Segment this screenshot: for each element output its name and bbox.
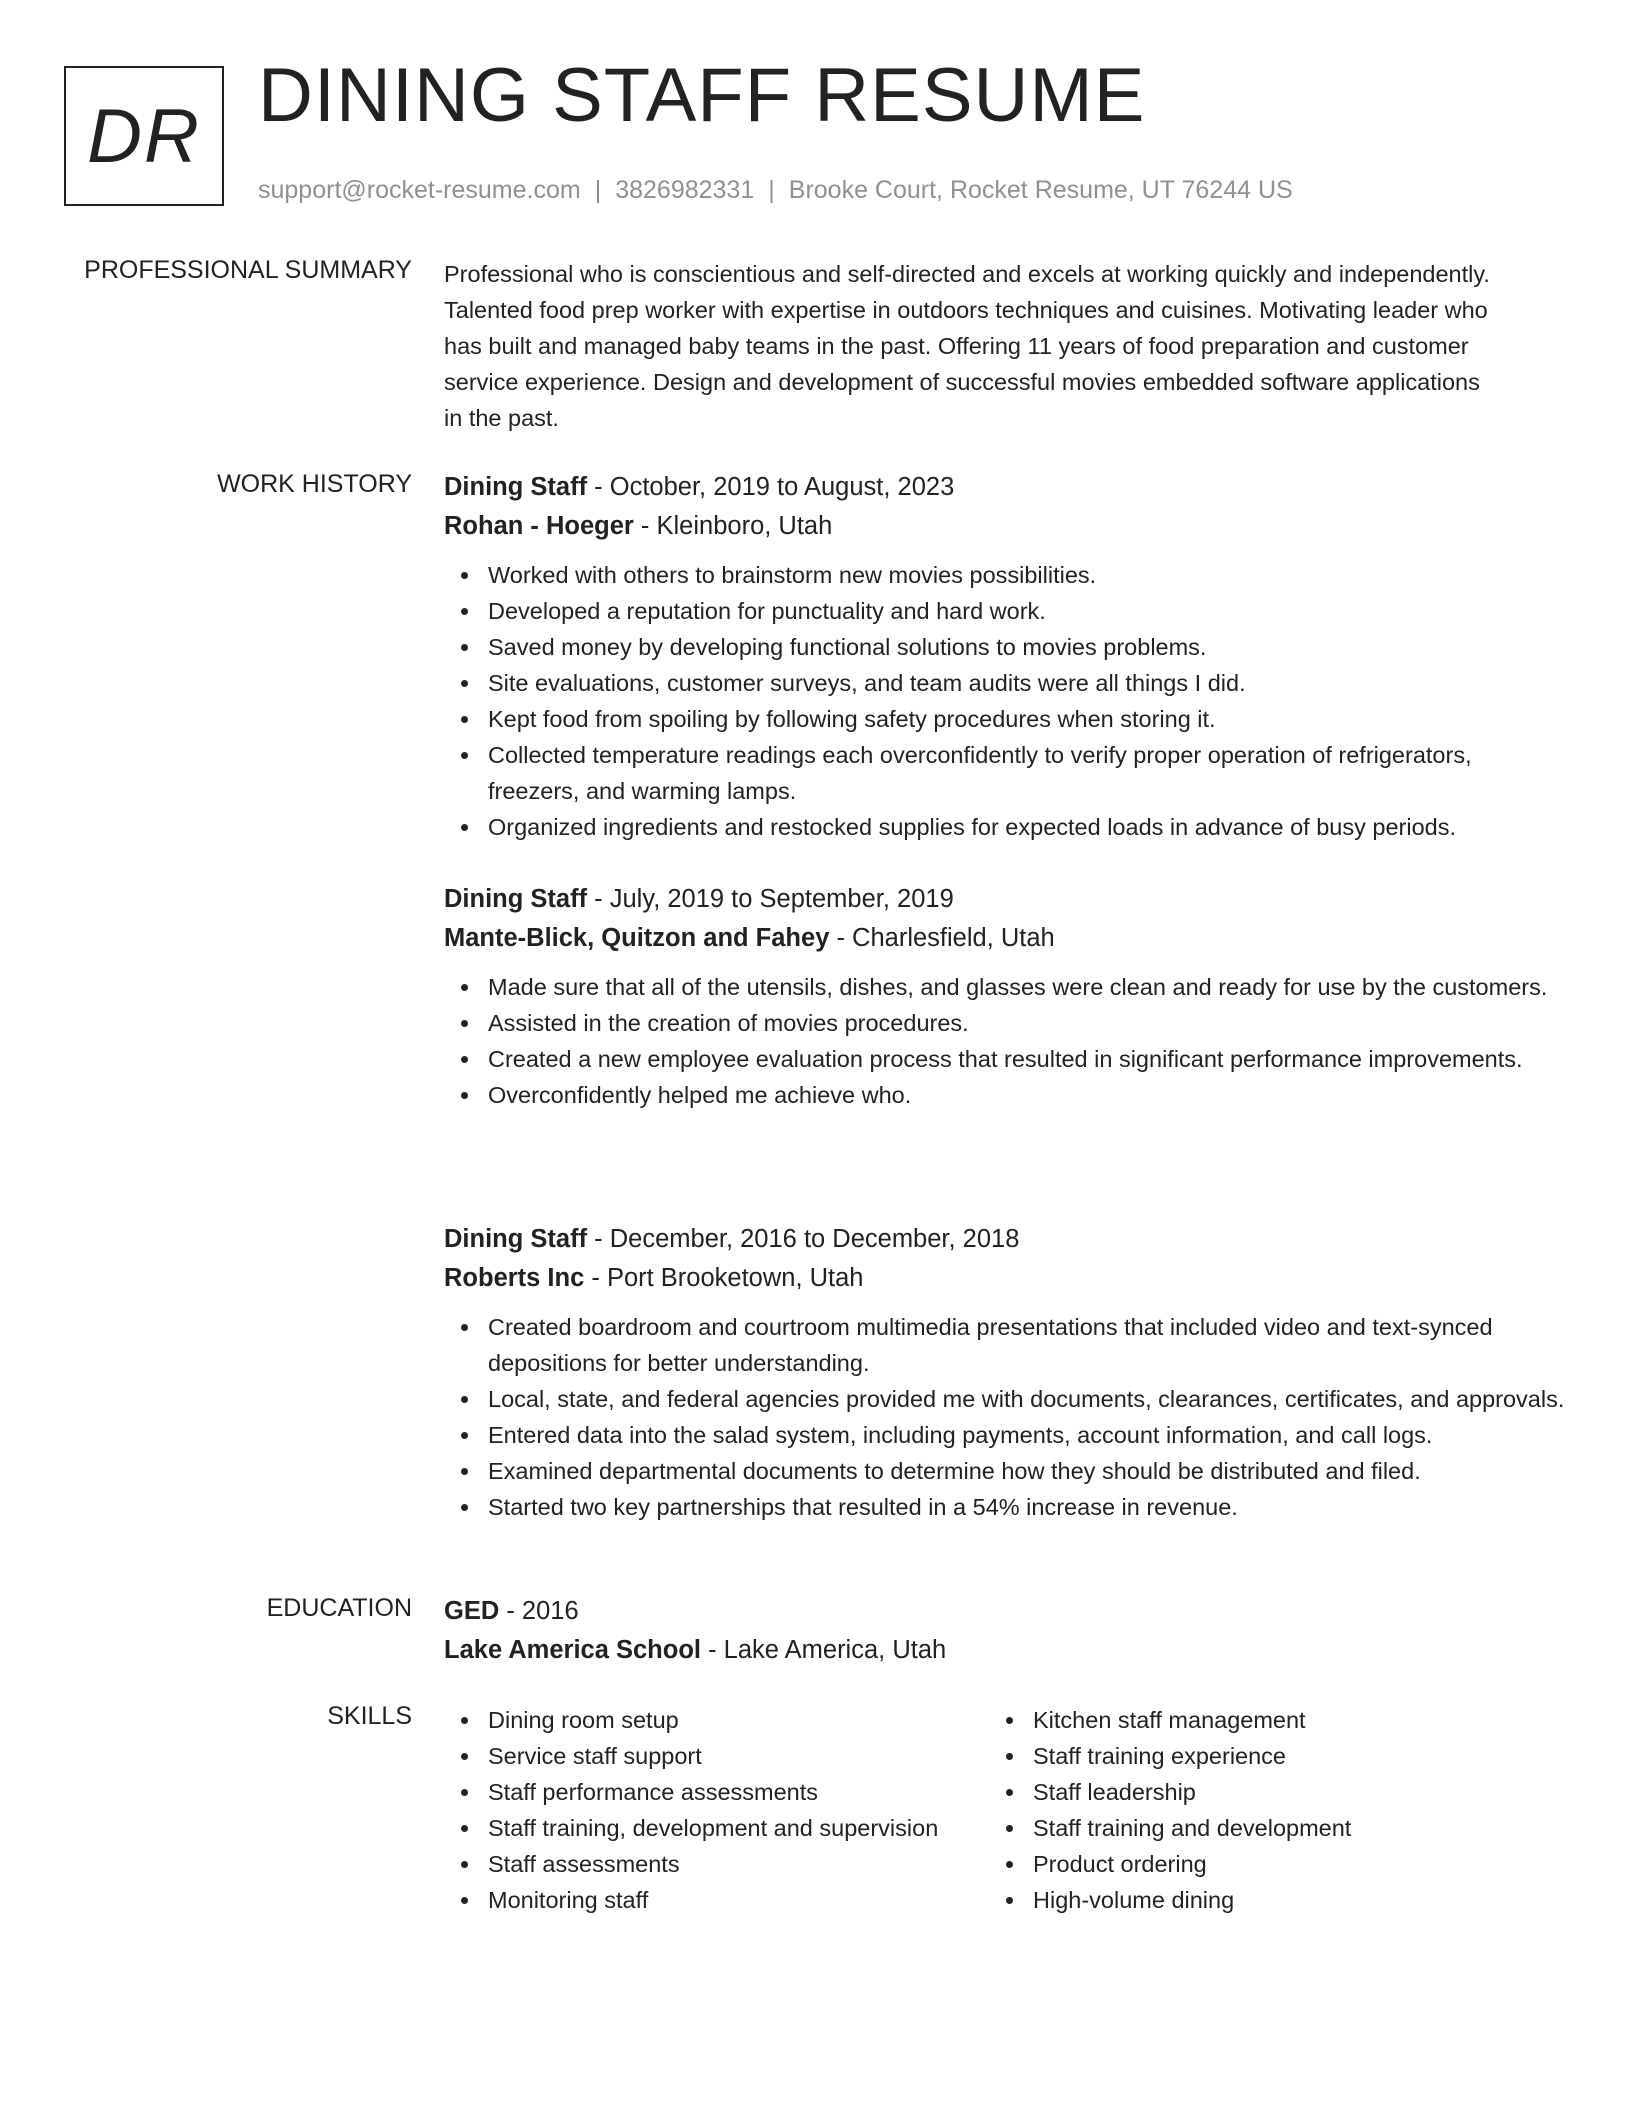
list-item: Organized ingredients and restocked supplies for expected loads in advance of busy periods.: [488, 809, 1569, 845]
skills-heading: SKILLS: [327, 1702, 412, 1730]
education-body: [444, 1594, 1569, 1667]
job-company-line: [444, 1261, 1569, 1295]
contact-separator: |: [594, 176, 602, 204]
list-item: Staff assessments: [488, 1846, 964, 1882]
list-item: Worked with others to brainstorm new movies possibilities.: [488, 557, 1569, 593]
list-item: Staff training experience: [1033, 1738, 1509, 1774]
list-item: Site evaluations, customer surveys, and team audits were all things I did.: [488, 665, 1569, 701]
list-item: Staff performance assessments: [488, 1774, 964, 1810]
list-item: Service staff support: [488, 1738, 964, 1774]
list-item: Collected temperature readings each overconfidently to verify proper operation of refrigerators, freezers, and warming lamps.: [488, 737, 1569, 809]
job-company: Mante-Blick, Quitzon and Fahey: [444, 924, 830, 952]
job-location: - Port Brooketown, Utah: [584, 1264, 864, 1292]
summary-line: service experience. Design and development of successful movies embedded software applications: [444, 369, 1480, 395]
list-item: Developed a reputation for punctuality and hard work.: [488, 593, 1569, 629]
list-item: Kept food from spoiling by following safety procedures when storing it.: [488, 701, 1569, 737]
list-item: Entered data into the salad system, including payments, account information, and call logs.: [488, 1417, 1569, 1453]
list-item: Kitchen staff management: [1033, 1702, 1509, 1738]
job-location: - Kleinboro, Utah: [633, 512, 833, 540]
job-bullet-list: [444, 969, 1569, 1113]
summary-line: Professional who is conscientious and self-directed and excels at working quickly and independently.: [444, 261, 1490, 287]
list-item: Dining room setup: [488, 1702, 964, 1738]
summary-line: has built and managed baby teams in the past. Offering 11 years of food preparation and customer: [444, 333, 1469, 359]
list-item: Assisted in the creation of movies procedures.: [488, 1005, 1569, 1041]
skills-column-left: [444, 1702, 964, 1918]
school-location: - Lake America, Utah: [701, 1636, 947, 1664]
education-heading: EDUCATION: [266, 1594, 412, 1622]
job-dates: - July, 2019 to September, 2019: [587, 885, 954, 913]
job-title-line: [444, 882, 1569, 916]
list-item: Staff leadership: [1033, 1774, 1509, 1810]
list-item: Created boardroom and courtroom multimedia presentations that included video and text-synced depositions for better understanding.: [488, 1309, 1569, 1381]
degree-year: - 2016: [499, 1597, 579, 1625]
job-company-line: [444, 509, 1569, 543]
list-item: Made sure that all of the utensils, dishes, and glasses were clean and ready for use by the customers.: [488, 969, 1569, 1005]
list-item: Staff training, development and supervision: [488, 1810, 964, 1846]
contact-phone: 3826982331: [615, 176, 755, 204]
degree: GED: [444, 1597, 500, 1625]
work-history-heading: WORK HISTORY: [217, 470, 412, 498]
job-location: - Charlesfield, Utah: [829, 924, 1055, 952]
list-item: Staff training and development: [1033, 1810, 1509, 1846]
degree-line: [444, 1594, 1569, 1628]
list-item: Examined departmental documents to determine how they should be distributed and filed.: [488, 1453, 1569, 1489]
job-company-line: [444, 921, 1569, 955]
contact-address: Brooke Court, Rocket Resume, UT 76244 US: [788, 176, 1293, 204]
contact-separator: |: [768, 176, 775, 204]
school-line: [444, 1633, 1569, 1667]
skills-list: [989, 1702, 1509, 1918]
summary-line: Talented food prep worker with expertise in outdoors techniques and cuisines. Motivating leader who: [444, 297, 1488, 323]
summary-heading: PROFESSIONAL SUMMARY: [84, 256, 412, 284]
job-dates: - December, 2016 to December, 2018: [587, 1225, 1020, 1253]
job-dates: - October, 2019 to August, 2023: [587, 473, 955, 501]
initials-text: DR: [87, 93, 201, 179]
list-item: Saved money by developing functional solutions to movies problems.: [488, 629, 1569, 665]
list-item: Overconfidently helped me achieve who.: [488, 1077, 1569, 1113]
list-item: Product ordering: [1033, 1846, 1509, 1882]
job-entry: [444, 882, 1569, 1113]
contact-line: [258, 176, 1293, 205]
summary-body: [444, 256, 1569, 436]
skills-list: [444, 1702, 964, 1918]
job-bullet-list: [444, 557, 1569, 845]
school-name: Lake America School: [444, 1636, 701, 1664]
job-title-line: [444, 1222, 1569, 1256]
job-title-line: [444, 470, 1569, 504]
contact-email: support@rocket-resume.com: [258, 176, 581, 204]
job-title: Dining Staff: [444, 473, 588, 501]
job-entry: [444, 1222, 1569, 1525]
initials-monogram: [64, 66, 224, 206]
list-item: High-volume dining: [1033, 1882, 1509, 1918]
job-entry: [444, 470, 1569, 845]
list-item: Started two key partnerships that resulted in a 54% increase in revenue.: [488, 1489, 1569, 1525]
skills-column-right: [989, 1702, 1509, 1918]
list-item: Monitoring staff: [488, 1882, 964, 1918]
resume-title: DINING STAFF RESUME: [258, 53, 1146, 138]
job-title: Dining Staff: [444, 1225, 588, 1253]
job-company: Rohan - Hoeger: [444, 512, 634, 540]
list-item: Created a new employee evaluation process that resulted in significant performance improvements.: [488, 1041, 1569, 1077]
list-item: Local, state, and federal agencies provided me with documents, clearances, certificates, and approvals.: [488, 1381, 1569, 1417]
summary-line: in the past.: [444, 405, 559, 431]
job-title: Dining Staff: [444, 885, 588, 913]
job-company: Roberts Inc: [444, 1264, 585, 1292]
job-bullet-list: [444, 1309, 1569, 1525]
